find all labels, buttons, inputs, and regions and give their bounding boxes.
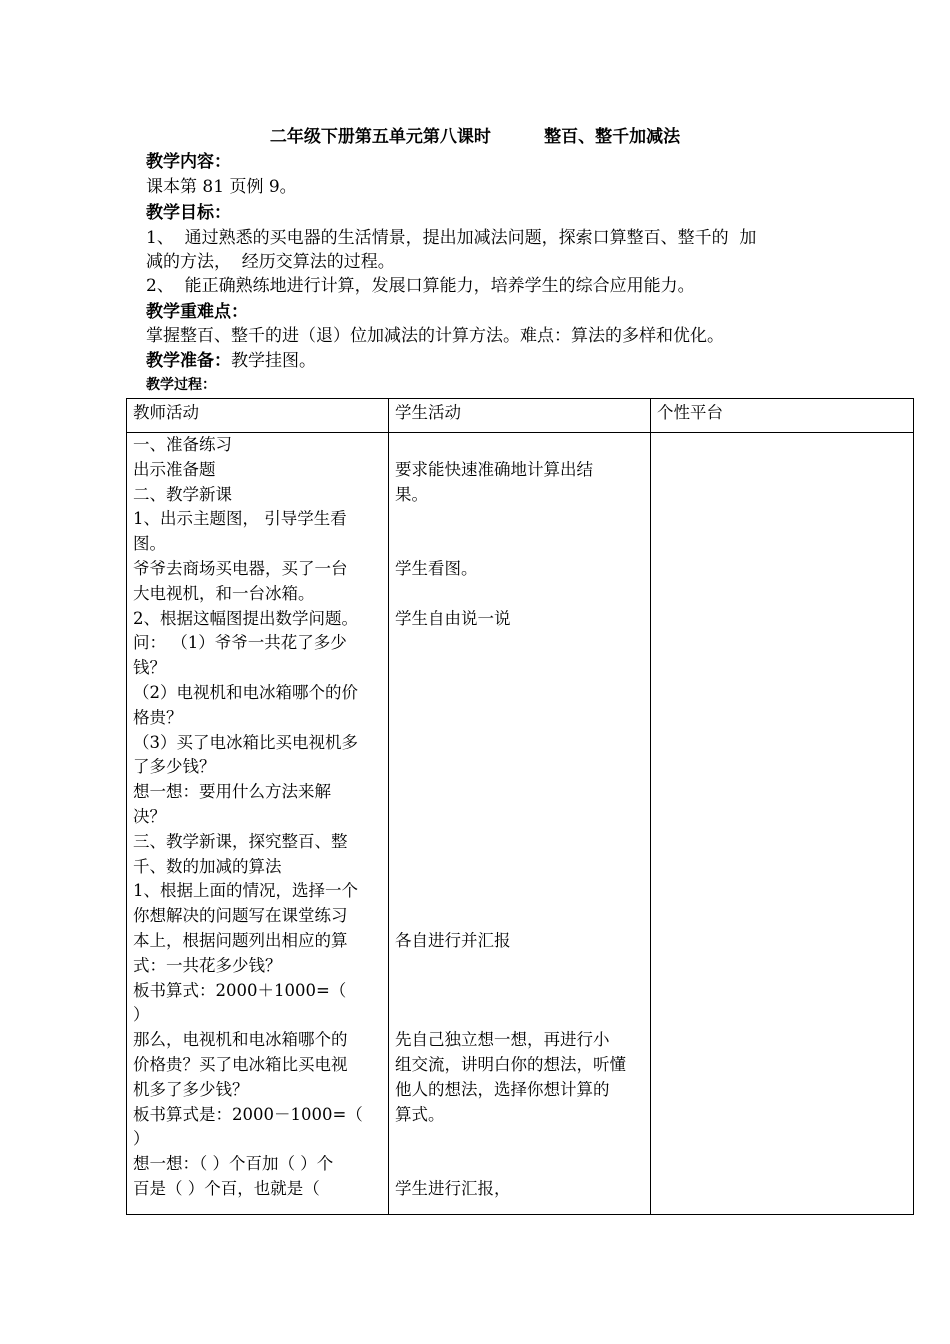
student-activity-line [395, 1003, 644, 1028]
student-activity-line [395, 780, 644, 805]
preparation-heading: 教学准备： [146, 351, 231, 371]
teacher-activity-line: ） [133, 1129, 150, 1149]
student-activity-line [395, 954, 644, 979]
teacher-activity-line: 问： （1）爷爷一共花了多少 [133, 633, 347, 653]
student-activity-line [395, 433, 644, 458]
student-activity-line [395, 830, 644, 855]
teacher-activity-line: 你想解决的问题写在课堂练习 [133, 906, 348, 926]
personal-platform-cell [651, 433, 914, 1215]
teacher-activity-line: 图。 [133, 534, 166, 554]
teacher-activity-line: 式：一共花多少钱？ [133, 955, 282, 975]
teacher-activity-line: 大电视机，和一台冰箱。 [133, 583, 315, 603]
student-activity-line: 果。 [395, 484, 428, 504]
teacher-activity-cell [127, 433, 389, 1215]
content-heading: 教学内容： [146, 152, 231, 172]
process-heading: 教学过程： [146, 377, 216, 393]
teacher-activity-line: 本上，根据问题列出相应的算 [133, 930, 348, 950]
header-student-activity: 学生活动 [389, 399, 651, 433]
student-activity-cell [389, 433, 651, 1215]
student-activity-line [395, 706, 644, 731]
student-activity-line: 学生进行汇报， [395, 1178, 511, 1198]
objectives-heading: 教学目标： [146, 203, 231, 223]
page-title: 二年级下册第五单元第八课时 整百、整千加减法 [269, 127, 681, 147]
content-text: 课本第 81 页例 9。 [146, 177, 297, 197]
student-activity-line [395, 879, 644, 904]
student-activity-line [395, 855, 644, 880]
teacher-activity-line: 千、数的加减的算法 [133, 856, 282, 876]
teacher-activity-line: 了多少钱？ [133, 757, 216, 777]
student-activity-line [395, 507, 644, 532]
teacher-activity-line: 1、根据上面的情况，选择一个 [133, 881, 358, 901]
teacher-activity-line: 价格贵？买了电冰箱比买电视 [133, 1054, 348, 1074]
teacher-activity-line: 决？ [133, 806, 166, 826]
preparation-line [146, 349, 836, 373]
student-activity-line: 学生自由说一说 [395, 608, 511, 628]
objective-line: 2、 能正确熟练地进行计算，发展口算能力，培养学生的综合应用能力。 [146, 276, 695, 296]
student-activity-line: 各自进行并汇报 [395, 930, 511, 950]
objective-line: 减的方法， 经历交算法的过程。 [146, 252, 395, 272]
student-activity-line [395, 904, 644, 929]
teacher-activity-line: 2、根据这幅图提出数学问题。 [133, 608, 358, 628]
student-activity-line: 他人的想法，选择你想计算的 [395, 1079, 610, 1099]
student-activity-line: 算式。 [395, 1104, 445, 1124]
teacher-activity-line: 百是（ ）个百，也就是（ [133, 1178, 320, 1198]
student-activity-line: 要求能快速准确地计算出结 [395, 459, 593, 479]
student-activity-line [395, 805, 644, 830]
teacher-activity-line: 那么，电视机和电冰箱哪个的 [133, 1030, 348, 1050]
teacher-activity-line: 板书算式：2000＋1000=（ [133, 980, 347, 1000]
teacher-activity-line: ） [133, 1005, 150, 1025]
student-activity-line [395, 532, 644, 557]
teacher-activity-line: 板书算式是：2000－1000=（ [133, 1104, 363, 1124]
teacher-activity-line: （2）电视机和电冰箱哪个的价 [133, 682, 358, 702]
student-activity-line [395, 731, 644, 756]
header-personal-platform: 个性平台 [651, 399, 914, 433]
student-activity-line [395, 755, 644, 780]
teacher-activity-line: 1、出示主题图， 引导学生看 [133, 509, 347, 529]
lesson-table [126, 398, 914, 1215]
teacher-activity-line: 一、准备练习 [133, 435, 232, 454]
preparation-text: 教学挂图。 [231, 351, 316, 371]
teacher-activity-line: 钱？ [133, 658, 166, 678]
student-activity-line [395, 1127, 644, 1152]
key-points-text: 掌握整百、整千的进（退）位加减法的计算方法。难点：算法的多样和优化。 [146, 326, 724, 346]
table-header-row [127, 399, 914, 433]
teacher-activity-line: （3）买了电冰箱比买电视机多 [133, 732, 358, 752]
student-activity-line: 学生看图。 [395, 558, 478, 578]
student-activity-line: 先自己独立想一想，再进行小 [395, 1030, 610, 1050]
objective-line: 1、 通过熟悉的买电器的生活情景，提出加减法问题，探索口算整百、整千的 加 [146, 228, 757, 248]
teacher-activity-line: 爷爷去商场买电器，买了一台 [133, 558, 348, 578]
student-activity-line [395, 681, 644, 706]
key-points-heading: 教学重难点： [146, 302, 248, 322]
header-teacher-activity: 教师活动 [127, 399, 389, 433]
teacher-activity-line: 想一想：要用什么方法来解 [133, 782, 331, 802]
student-activity-line [395, 582, 644, 607]
teacher-activity-line: 出示准备题 [133, 459, 216, 479]
student-activity-line [395, 1152, 644, 1177]
teacher-activity-line: 机多了多少钱？ [133, 1079, 249, 1099]
teacher-activity-line: 三、教学新课，探究整百、整 [133, 831, 348, 851]
student-activity-line [395, 656, 644, 681]
table-row [127, 433, 914, 1215]
student-activity-line [395, 979, 644, 1004]
student-activity-line [395, 631, 644, 656]
teacher-activity-line: 格贵？ [133, 707, 183, 727]
teacher-activity-line: 二、教学新课 [133, 484, 232, 504]
teacher-activity-line: 想一想：（ ）个百加（ ）个 [133, 1154, 334, 1174]
student-activity-line: 组交流，讲明白你的想法，听懂 [395, 1054, 626, 1074]
